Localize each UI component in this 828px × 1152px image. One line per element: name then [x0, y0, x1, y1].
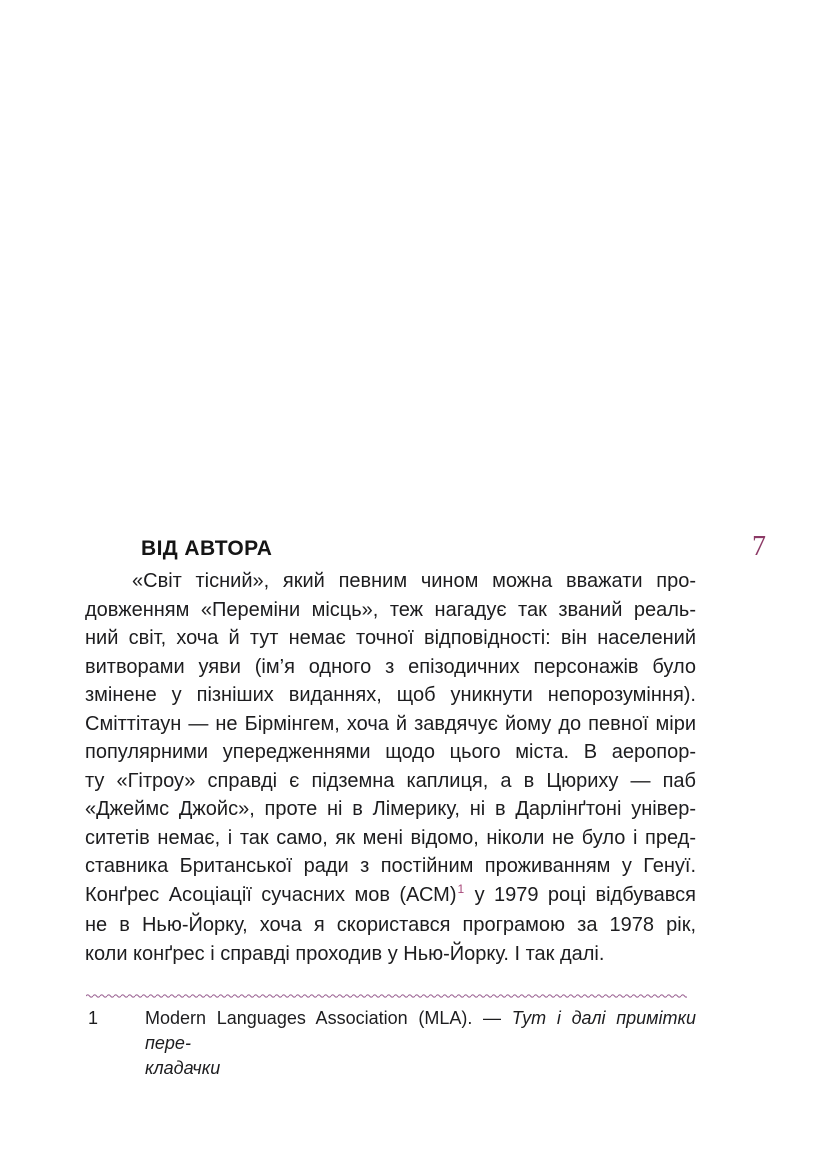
body-line: «Джеймс Джойс», проте ні в Лімерику, ні в Дарлінґтоні універ-	[85, 798, 696, 820]
body-line: ставника Британської ради з постійним проживанням у Генуї.	[85, 855, 696, 877]
body-line-text: Конґрес Асоціації сучасних мов (АСМ)	[85, 883, 457, 906]
footnote-line	[145, 1056, 696, 1081]
chapter-title: ВІД АВТОРА	[141, 537, 273, 560]
body-paragraph	[85, 567, 696, 968]
footnote-text-italic: Тут і далі примітки пере-	[145, 1008, 696, 1053]
body-line: ний світ, хоча й тут немає точної відповідності: він населений	[85, 627, 696, 649]
footnote-line	[145, 1006, 696, 1056]
wave-fill	[86, 992, 687, 1000]
footnote-text-italic: кладачки	[145, 1058, 221, 1078]
footnote-marker: 1	[88, 1008, 99, 1028]
body-line: «Світ тісний», який певним чином можна вважати про-	[132, 570, 696, 592]
body-line: не в Нью-Йорку, хоча я скористався програмою за 1978 рік,	[85, 914, 696, 936]
body-line	[85, 881, 696, 912]
body-line: коли конґрес і справді проходив у Нью-Йорку. І так далі.	[85, 942, 605, 965]
footnote-text-regular: Modern Languages Association (MLA). —	[145, 1008, 512, 1028]
body-line: змінене у пізніших виданнях, щоб уникнути непорозуміння).	[85, 684, 696, 706]
footnote-separator-wave	[86, 992, 687, 1000]
footnote-reference: 1	[457, 881, 465, 896]
body-line: ситетів немає, і так само, як мені відомо, ніколи не було і пред-	[85, 826, 696, 849]
body-line: витворами уяви (ім’я одного з епізодичних персонажів було	[85, 655, 696, 678]
body-line: Сміттітаун — не Бірмінгем, хоча й завдячує йому до певної міри	[85, 712, 696, 735]
body-line: довженням «Переміни місць», теж нагадує так званий реаль-	[85, 598, 696, 621]
page-number: 7	[752, 531, 766, 562]
body-line: ту «Гітроу» справді є підземна каплиця, а в Цюриху — паб	[85, 769, 696, 792]
footnote	[88, 1006, 696, 1081]
footnote-text	[145, 1006, 696, 1081]
body-line: популярними упередженнями щодо цього міста. В аеропор-	[85, 741, 696, 763]
body-line-text: у 1979 році відбувався	[465, 883, 696, 906]
